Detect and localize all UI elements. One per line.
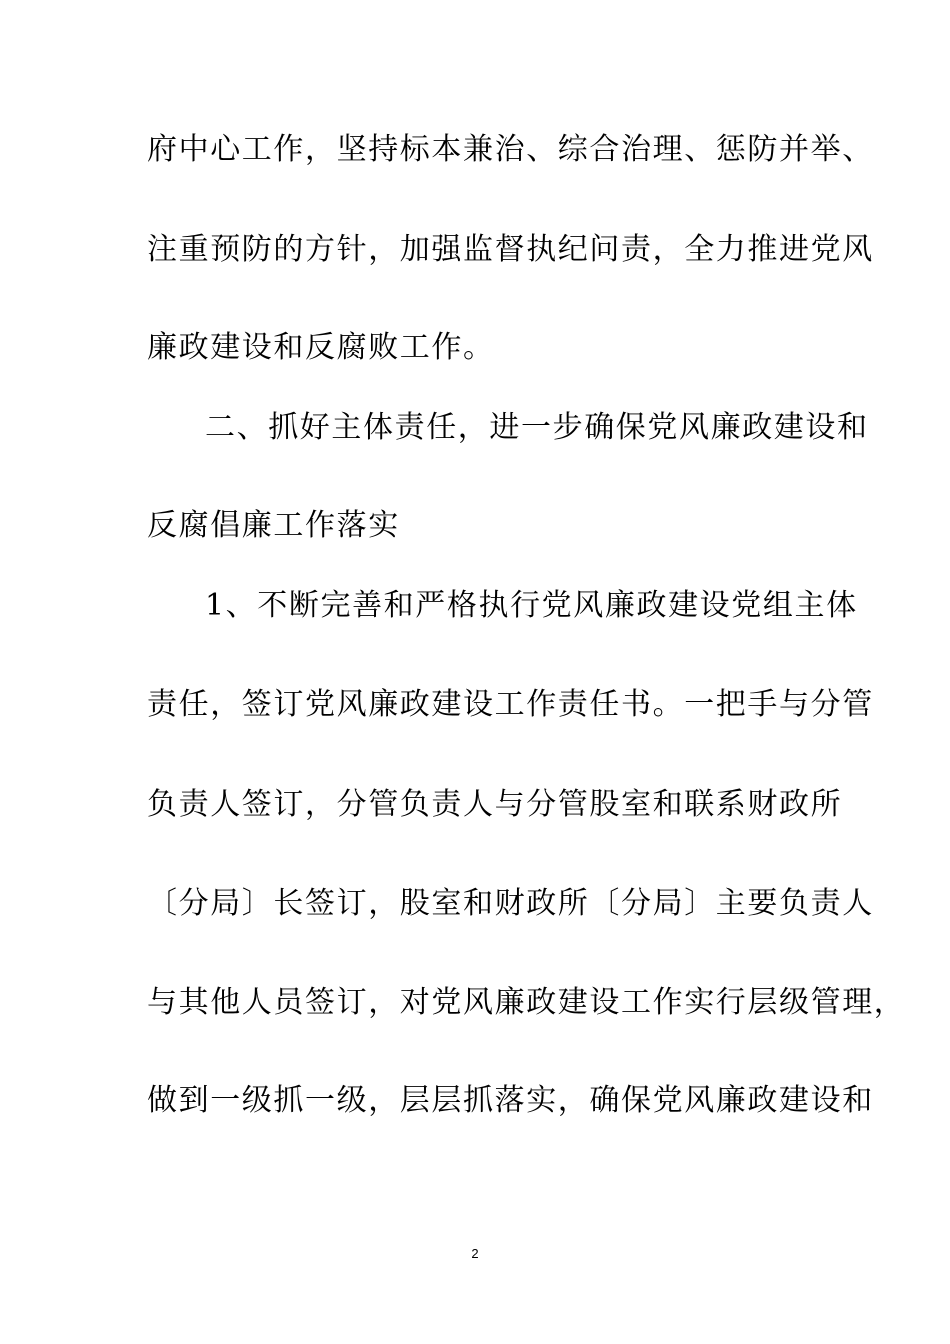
text-line: 与其他人员签订，对党风廉政建设工作实行层级管理， — [147, 985, 906, 1020]
text-line: 责任，签订党风廉政建设工作责任书。一把手与分管 — [147, 687, 874, 722]
text-line: 〔分局〕长签订，股室和财政所〔分局〕主要负责人 — [147, 886, 874, 921]
page-number: 2 — [471, 1246, 479, 1261]
text-line: 注重预防的方针，加强监督执纪问责，全力推进党风 — [147, 232, 874, 267]
section-heading-line: 二、抓好主体责任，进一步确保党风廉政建设和 — [205, 410, 869, 445]
text-line: 负责人签订，分管负责人与分管股室和联系财政所 — [147, 787, 843, 822]
text-line: 做到一级抓一级，层层抓落实，确保党风廉政建设和 — [147, 1083, 874, 1118]
section-heading-line: 反腐倡廉工作落实 — [147, 508, 400, 543]
text-line: 1、不断完善和严格执行党风廉政建设党组主体 — [205, 588, 858, 623]
text-line: 廉政建设和反腐败工作。 — [147, 330, 495, 365]
text-line: 府中心工作，坚持标本兼治、综合治理、惩防并举、 — [147, 132, 874, 167]
